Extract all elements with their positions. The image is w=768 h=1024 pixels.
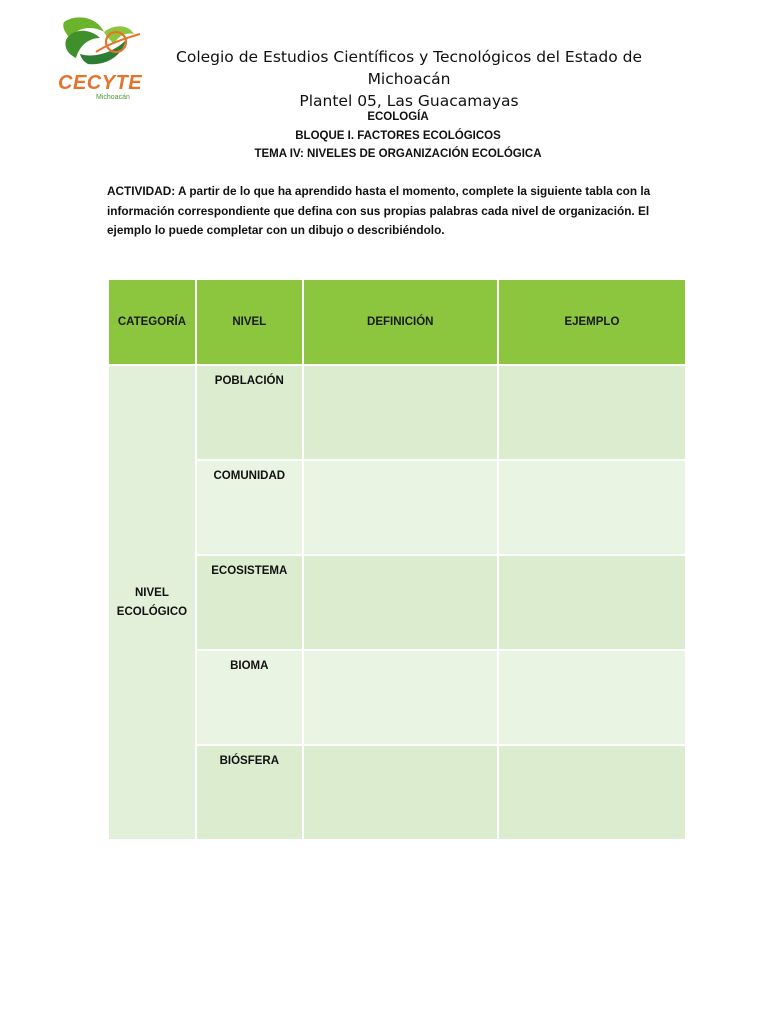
activity-instructions xyxy=(107,182,685,241)
document-titles xyxy=(0,108,768,164)
table-row xyxy=(109,746,685,839)
definition-input-cell[interactable] xyxy=(304,746,497,839)
activity-line: ejemplo lo puede completar con un dibujo o describiéndolo. xyxy=(107,223,445,237)
logo-subtitle: Michoacán xyxy=(96,94,130,101)
category-label: NIVEL xyxy=(135,586,169,599)
table-row xyxy=(109,461,685,554)
level-cell-bioma: BIOMA xyxy=(197,651,302,744)
level-cell-biosfera: BIÓSFERA xyxy=(197,746,302,839)
category-cell xyxy=(109,366,195,839)
topic-title: TEMA IV: NIVELES DE ORGANIZACIÓN ECOLÓGICA xyxy=(254,148,542,160)
definition-input-cell[interactable] xyxy=(304,651,497,744)
cecyte-logo xyxy=(56,14,148,102)
category-label: ECOLÓGICO xyxy=(116,605,188,618)
subject-title: ECOLOGÍA xyxy=(367,111,429,123)
table-row xyxy=(109,366,685,459)
header-ejemplo: EJEMPLO xyxy=(499,280,685,364)
logo-wordmark: CECYTE xyxy=(58,72,143,94)
cecyte-logo-emblem xyxy=(56,14,148,74)
ecological-levels-table xyxy=(107,278,687,841)
activity-line: información correspondiente que defina con sus propias palabras cada nivel de organización. El xyxy=(107,203,650,218)
example-input-cell[interactable] xyxy=(499,366,685,459)
example-input-cell[interactable] xyxy=(499,461,685,554)
institution-header xyxy=(150,46,668,112)
level-cell-poblacion: POBLACIÓN xyxy=(197,366,302,459)
definition-input-cell[interactable] xyxy=(304,366,497,459)
header-categoria: CATEGORÍA xyxy=(109,280,195,364)
definition-input-cell[interactable] xyxy=(304,461,497,554)
header-nivel: NIVEL xyxy=(197,280,302,364)
table-header-row xyxy=(109,280,685,364)
header-definicion: DEFINICIÓN xyxy=(304,280,497,364)
definition-input-cell[interactable] xyxy=(304,556,497,649)
example-input-cell[interactable] xyxy=(499,746,685,839)
level-cell-ecosistema: ECOSISTEMA xyxy=(197,556,302,649)
institution-name: Colegio de Estudios Científicos y Tecnológicos del Estado de Michoacán xyxy=(176,48,642,88)
example-input-cell[interactable] xyxy=(499,651,685,744)
activity-line: ACTIVIDAD: A partir de lo que ha aprendido hasta el momento, complete la siguiente tabla con la xyxy=(107,184,651,198)
example-input-cell[interactable] xyxy=(499,556,685,649)
table-row xyxy=(109,556,685,649)
level-cell-comunidad: COMUNIDAD xyxy=(197,461,302,554)
table-row xyxy=(109,651,685,744)
block-title: BLOQUE I. FACTORES ECOLÓGICOS xyxy=(295,129,501,142)
campus-name: Plantel 05, Las Guacamayas xyxy=(299,92,519,110)
